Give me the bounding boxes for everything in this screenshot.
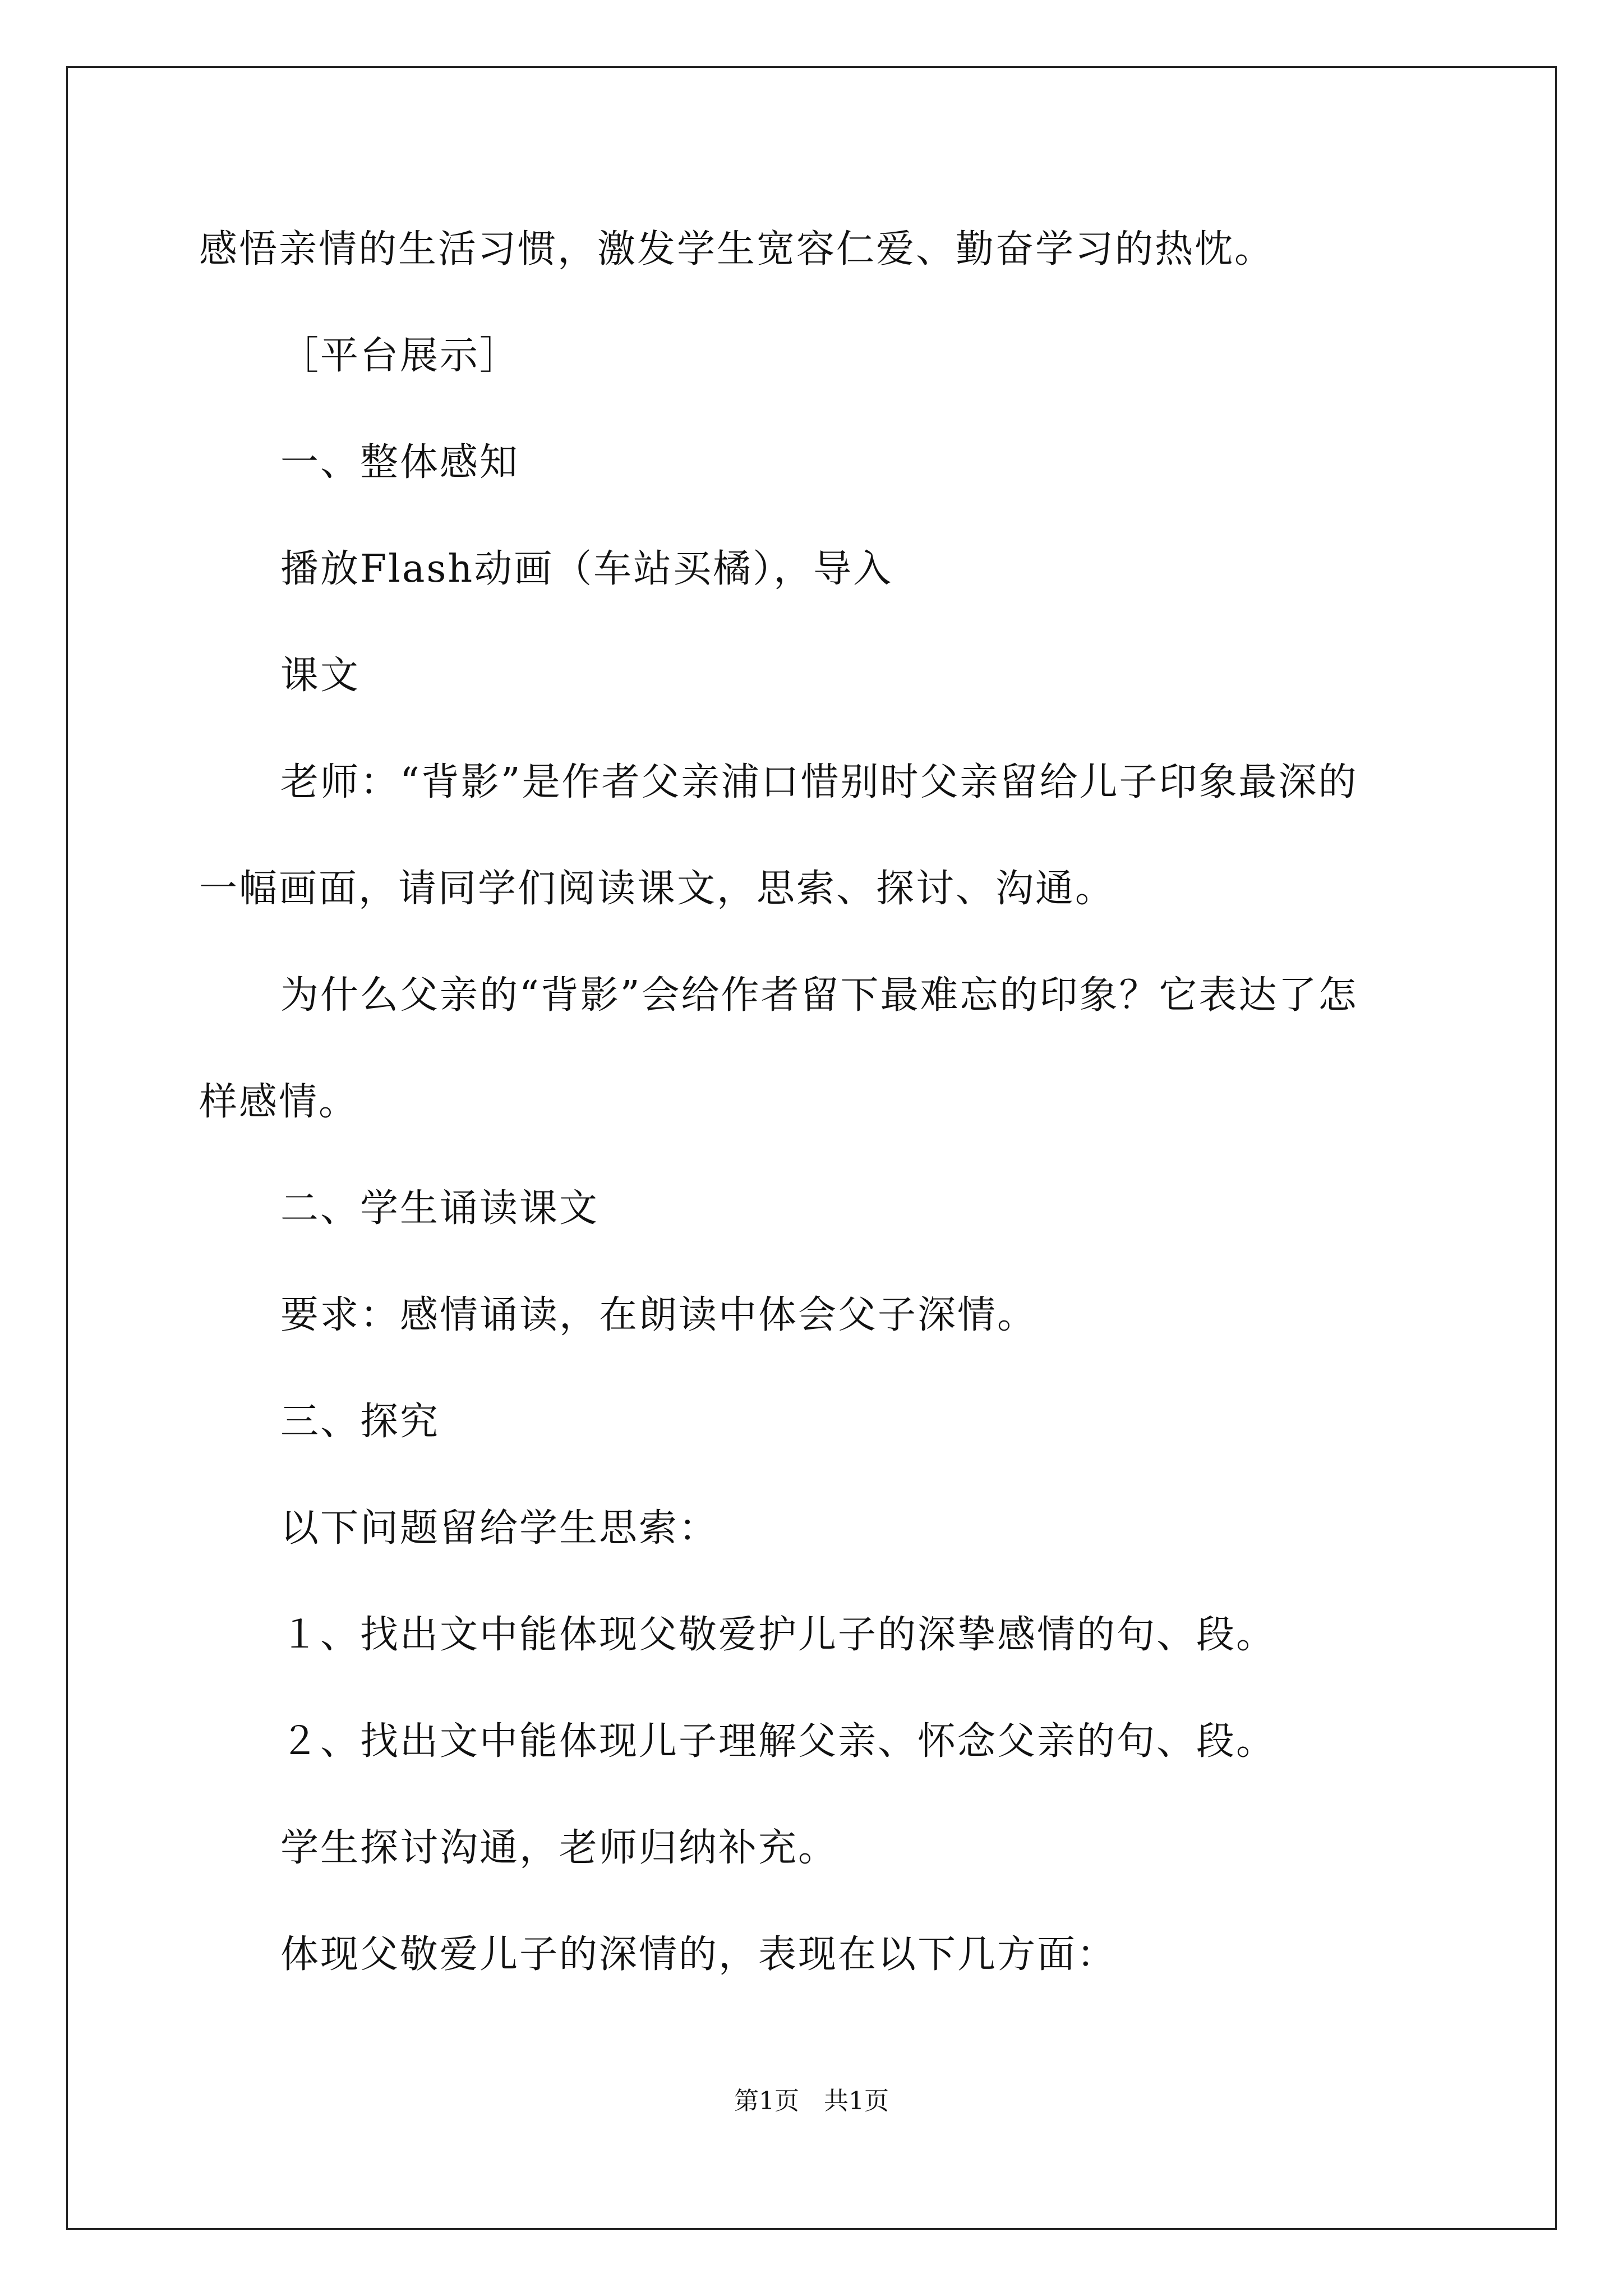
text-line-13: 以下问题留给学生思索： — [280, 1506, 719, 1550]
list-item-1: １、找出文中能体现父敬爱护儿子的深挚感情的句、段。 — [280, 1613, 1276, 1657]
section-heading-2: 二、学生诵读课文 — [280, 1186, 600, 1231]
page-footer: 第1页 共1页 — [734, 2087, 889, 2115]
text-line-11: 要求：感情诵读，在朗读中体会父子深情。 — [280, 1293, 1038, 1337]
text-line-7: 一幅画面，请同学们阅读课文，思索、探讨、沟通。 — [199, 867, 1115, 911]
text-line-8: 为什么父亲的“背影”会给作者留下最难忘的印象？它表达了怎 — [280, 973, 1358, 1018]
text-line-4: 播放Flash动画（车站买橘），导入 — [280, 547, 893, 591]
list-item-2: ２、找出文中能体现儿子理解父亲、怀念父亲的句、段。 — [280, 1719, 1276, 1764]
text-line-2: ［平台展示］ — [280, 334, 520, 378]
section-heading-3: 三、探究 — [280, 1400, 440, 1444]
text-line-6: 老师：“背影”是作者父亲浦口惜别时父亲留给儿子印象最深的 — [280, 760, 1358, 804]
page-border — [66, 66, 1557, 2230]
text-line-1: 感悟亲情的生活习惯，激发学生宽容仁爱、勤奋学习的热忱。 — [199, 227, 1275, 272]
text-line-16: 学生探讨沟通，老师归纳补充。 — [280, 1826, 838, 1870]
text-line-17: 体现父敬爱儿子的深情的，表现在以下几方面： — [280, 1932, 1117, 1977]
text-line-5: 课文 — [280, 654, 361, 698]
section-heading-1: 一、整体感知 — [280, 440, 520, 485]
text-line-9: 样感情。 — [199, 1080, 359, 1124]
